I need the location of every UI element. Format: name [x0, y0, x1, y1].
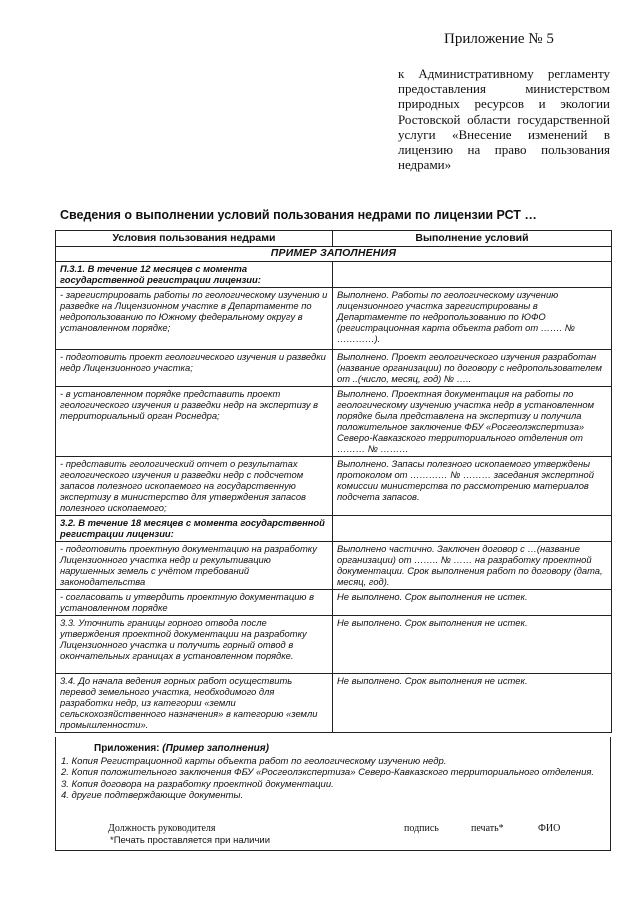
- fulfillment-cell: Выполнено. Работы по геологическому изучению лицензионного участка зарегистрированы в Департаменте по недропользованию по ЮФО (регистрационная карта объекта работ от ……. № …………).: [333, 288, 612, 350]
- signer-position: Должность руководителя: [108, 823, 216, 834]
- condition-cell: - согласовать и утвердить проектную документацию в установленном порядке: [56, 590, 333, 616]
- table-header-row: [56, 231, 612, 247]
- fulfillment-cell: Не выполнено. Срок выполнения не истек.: [333, 616, 612, 674]
- col-header-fulfillment: Выполнение условий: [333, 231, 612, 247]
- sample-label: ПРИМЕР ЗАПОЛНЕНИЯ: [56, 247, 612, 262]
- col-header-conditions: Условия пользования недрами: [56, 231, 333, 247]
- table-row: [56, 387, 612, 457]
- fulfillment-cell: Выполнено. Проектная документация на работы по геологическому изучению участка недр в установленном порядке была представлена на экспертизу и получила положительное заключение ФБУ «Росгеолэкспертиза» Северо-Кавказского территориального отделения от ……… № ………: [333, 387, 612, 457]
- fulfillment-cell: Не выполнено. Срок выполнения не истек.: [333, 590, 612, 616]
- condition-cell: 3.3. Уточнить границы горного отвода после утверждения проектной документации на разработку Лицензионного участка и получить горный отвод в окончательных границах в установленном порядке.: [56, 616, 333, 674]
- condition-cell: - в установленном порядке представить проект геологического изучения и разведки недр на экспертизу в территориальный орган Роснедра;: [56, 387, 333, 457]
- attachments-note: (Пример заполнения): [162, 743, 269, 754]
- attachments-heading: [94, 743, 269, 754]
- conditions-table: [55, 230, 612, 733]
- table-row: [56, 542, 612, 590]
- section-heading-1: П.3.1. В течение 12 месяцев с момента государственной регистрации лицензии:: [56, 262, 333, 288]
- fulfillment-cell: Выполнено. Запасы полезного ископаемого утверждены протоколом от ………… № ……… заседания экспертной комиссии министерства по рассмотрению материалов подсчета запасов.: [333, 457, 612, 516]
- attachment-item: 1. Копия Регистрационной карты объекта работ по геологическому изучению недр.: [61, 756, 447, 767]
- condition-cell: - представить геологический отчет о результатах геологического изучения и разведки недр с подсчетом запасов полезного ископаемого на государственную экспертизу в министерство для утверждения запасов полезного ископаемого;: [56, 457, 333, 516]
- fullname-label: ФИО: [538, 823, 561, 834]
- table-row: [56, 674, 612, 733]
- condition-cell: 3.4. До начала ведения горных работ осуществить перевод земельного участка, необходимого для разработки недр, из категории «земли сельскохозяйственного назначения» в категорию «земли промышленности».: [56, 674, 333, 733]
- empty-cell: [333, 262, 612, 288]
- section-heading-2: 3.2. В течение 18 месяцев с момента государственной регистрации лицензии:: [56, 516, 333, 542]
- table-row: [56, 288, 612, 350]
- regulation-reference: к Административному регламенту предоставления министерством природных ресурсов и экологии Ростовской области государственной услуги «Внесение изменений в лицензию на право пользования недрами»: [398, 66, 610, 173]
- fulfillment-cell: Выполнено частично. Заключен договор с …(название организации) от …….. № …… на разработку проектной документации. Срок выполнения работ по договору (дата, месяц, год).: [333, 542, 612, 590]
- section-row: [56, 516, 612, 542]
- section-row: [56, 262, 612, 288]
- appendix-number: Приложение № 5: [444, 31, 554, 47]
- fulfillment-cell: Не выполнено. Срок выполнения не истек.: [333, 674, 612, 733]
- fulfillment-cell: Выполнено. Проект геологического изучения разработан (название организации) по договору с недропользователем от ..(число, месяц, год) № …..: [333, 350, 612, 387]
- table-row: [56, 350, 612, 387]
- document-title: Сведения о выполнении условий пользования недрами по лицензии РСТ …: [60, 208, 537, 222]
- stamp-note: *Печать проставляется при наличии: [110, 835, 271, 846]
- attachments-label: Приложения:: [94, 743, 160, 754]
- table-row: [56, 616, 612, 674]
- condition-cell: - подготовить проектную документацию на разработку Лицензионного участка недр и рекультивацию нарушенных земель с учётом требований законодательства: [56, 542, 333, 590]
- attachments-section: [55, 737, 611, 851]
- attachment-item: 3. Копия договора на разработку проектной документации.: [61, 778, 334, 790]
- attachments-list: [61, 756, 601, 801]
- table-row: [56, 457, 612, 516]
- table-row: [56, 590, 612, 616]
- attachment-item: 4. другие подтверждающие документы.: [61, 789, 244, 801]
- stamp-label: печать*: [471, 823, 504, 834]
- condition-cell: - зарегистрировать работы по геологическому изучению и разведке на Лицензионном участке в Департаменте по недропользованию по Южному федеральному округу в установленном порядке;: [56, 288, 333, 350]
- condition-cell: - подготовить проект геологического изучения и разведки недр Лицензионного участка;: [56, 350, 333, 387]
- empty-cell: [333, 516, 612, 542]
- attachment-item: 2. Копия положительного заключения ФБУ «Росгеолэкспертиза» Северо-Кавказского территориального отделения.: [61, 767, 595, 779]
- signature-label: подпись: [404, 823, 439, 834]
- sample-label-row: [56, 247, 612, 262]
